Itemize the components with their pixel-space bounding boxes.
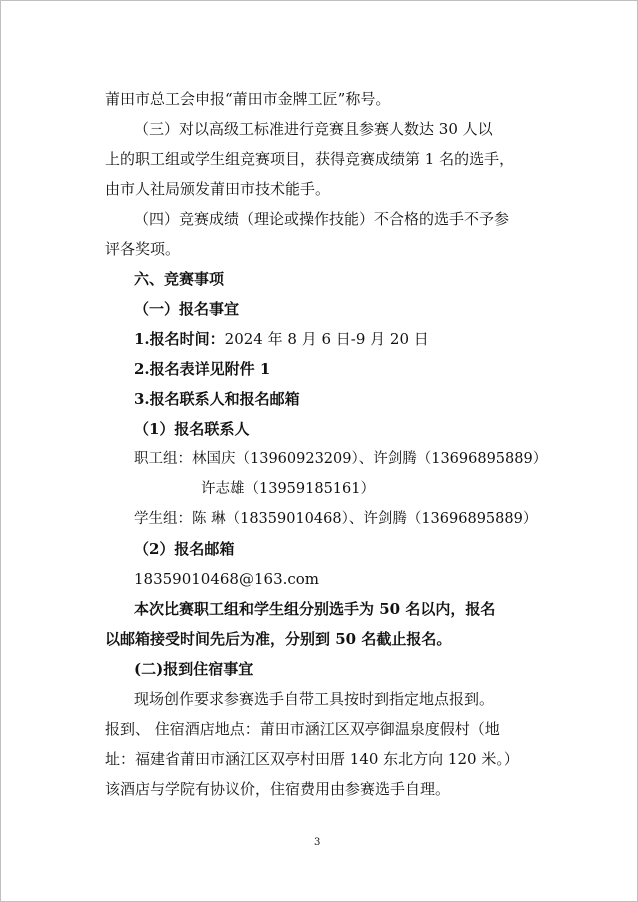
- email-address: 18359010468@163.com: [134, 570, 320, 588]
- text-line: （三）对以高级工标准进行竞赛且参赛人数达 30 人以: [134, 120, 493, 138]
- section-heading: 六、竞赛事项: [134, 270, 225, 288]
- text-line: 2.报名表详见附件 1: [134, 360, 271, 378]
- registration-time-value: 2024 年 8 月 6 日-9 月 20 日: [224, 330, 429, 348]
- registration-time-label: 1.报名时间：: [134, 330, 225, 348]
- text-line: 报到、 住宿酒店地点：莆田市涵江区双亭御温泉度假村（地: [105, 720, 500, 738]
- text-line: 址：福建省莆田市涵江区双亭村田厝 140 东北方向 120 米。）: [105, 750, 519, 768]
- text-line: 评各奖项。: [105, 240, 181, 258]
- text-line: （2）报名邮箱: [134, 540, 235, 558]
- text-line: 3.报名联系人和报名邮箱: [134, 390, 300, 408]
- text-line: 莆田市总工会申报“莆田市金牌工匠”称号。: [105, 90, 391, 108]
- text-line: （1）报名联系人: [134, 420, 250, 438]
- contact-line: 职工组：林国庆（13960923209）、许剑腾（13696895889）: [134, 451, 548, 467]
- text-line: 本次比赛职工组和学生组分别选手为 50 名以内，报名: [134, 600, 496, 618]
- text-line: （四）竞赛成绩（理论或操作技能）不合格的选手不予参: [134, 210, 510, 228]
- text-line: 上的职工组或学生组竞赛项目，获得竞赛成绩第 1 名的选手，: [105, 150, 515, 168]
- text-line: 现场创作要求参赛选手自带工具按时到指定地点报到。: [134, 690, 495, 708]
- contact-line: 学生组：陈 琳（18359010468）、许剑腾（13696895889）: [134, 511, 538, 527]
- registration-time-line: [134, 329, 429, 349]
- text-line: 以邮箱接受时间先后为准，分别到 50 名截止报名。: [105, 630, 452, 648]
- text-line: 由市人社局颁发莆田市技术能手。: [105, 180, 331, 198]
- page-number: 3: [314, 837, 321, 848]
- subsection-heading: (二)报到住宿事宜: [134, 660, 254, 678]
- subsection-heading: （一）报名事宜: [134, 300, 240, 318]
- text-line: 该酒店与学院有协议价，住宿费用由参赛选手自理。: [105, 780, 451, 798]
- contact-line: 许志雄（13959185161）: [201, 481, 375, 497]
